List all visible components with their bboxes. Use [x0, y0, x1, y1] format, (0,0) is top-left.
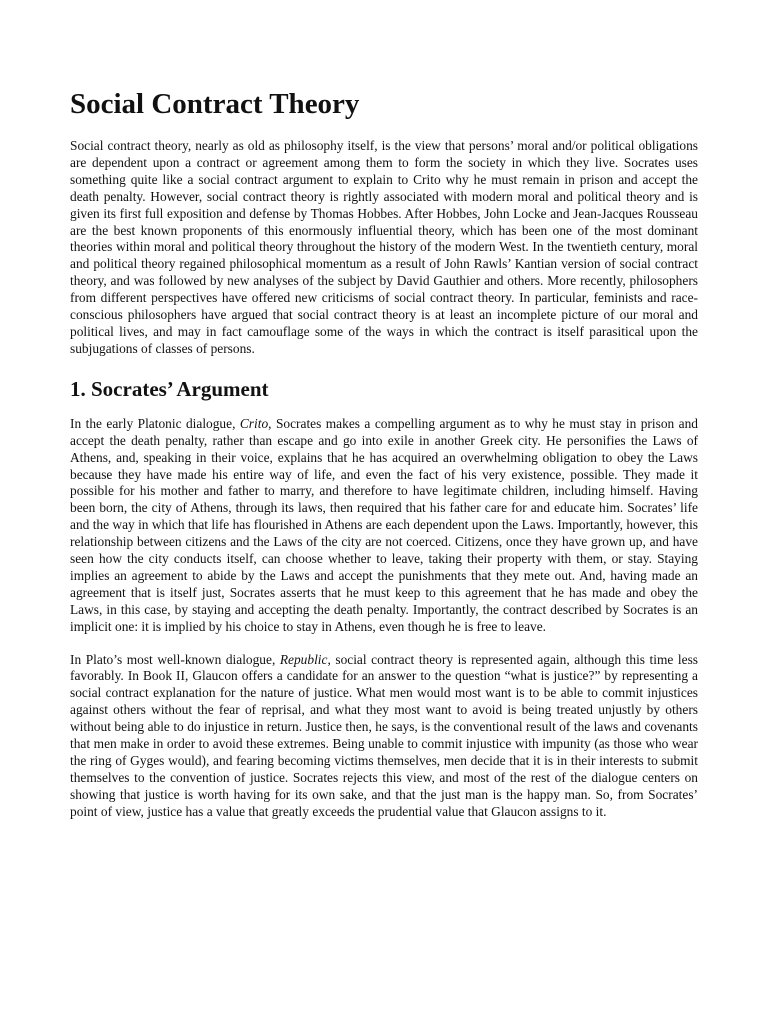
section-paragraph-2: [70, 652, 698, 821]
intro-paragraph: Social contract theory, nearly as old as philosophy itself, is the view that persons’ moral and/or political obligations are dependent upon a contract or agreement among them to form the society in which they live. Socrates uses something quite like a social contract argument to explain to Crito why he must remain in prison and accept the death penalty. However, social contract theory is rightly associated with modern moral and political theory and is given its first full exposition and defense by Thomas Hobbes. After Hobbes, John Locke and Jean-Jacques Rousseau are the best known proponents of this enormously influential theory, which has been one of the most dominant theories within moral and political theory throughout the history of the modern West. In the twentieth century, moral and political theory regained philosophical momentum as a result of John Rawls’ Kantian version of social contract theory, and was followed by new analyses of the subject by David Gauthier and others. More recently, philosophers from different perspectives have offered new criticisms of social contract theory. In particular, feminists and race-conscious philosophers have argued that social contract theory is at least an incomplete picture of our moral and political lives, and may in fact camouflage some of the ways in which the contract is itself parasitical upon the subjugations of classes of persons.: [70, 138, 698, 356]
section-heading: 1. Socrates’ Argument: [70, 376, 269, 401]
paragraph-text: , Socrates makes a compelling argument as to why he must stay in prison and accept the death penalty, rather than escape and go into exile in another Greek city. He personifies the Laws of Athens, and, speaking in their voice, explains that he has acquired an overwhelming obligation to obey the Laws because they have made his entire way of life, and even the fact of his very existence, possible. They made it possible for his mother and father to marry, and therefore to have legitimate children, including himself. Having been born, the city of Athens, through its laws, then required that his father care for and educate him. Socrates’ life and the way in which that life has flourished in Athens are each dependent upon the Laws. Importantly, however, this relationship between citizens and the Laws of the city are not coerced. Citizens, once they have grown up, and have seen how the city conducts itself, can choose whether to leave, taking their property with them, or stay. Staying implies an agreement to abide by the Laws and accept the punishments that they mete out. And, having made an agreement that is itself just, Socrates asserts that he must keep to this agreement that he has made and obey the Laws, in this case, by staying and accepting the death penalty. Importantly, the contract described by Socrates is an implicit one: it is implied by his choice to stay in Athens, even though he is free to leave.: [70, 415, 698, 634]
paragraph-text: In the early Platonic dialogue,: [70, 415, 240, 431]
section-paragraph-1: [70, 416, 698, 636]
paragraph-text: In Plato’s most well-known dialogue,: [70, 651, 280, 667]
italic-title-republic: Republic: [279, 651, 328, 667]
document-page: [70, 86, 698, 837]
page-title: Social Contract Theory: [70, 88, 360, 120]
paragraph-text: , social contract theory is represented again, although this time less favorably. In Book II, Glaucon offers a candidate for an answer to the question “what is justice?” by representing a social contract explanation for the nature of justice. What men would most want is to be able to commit injustices against others without the fear of reprisal, and what they most want to avoid is being treated unjustly by others without being able to do injustice in return. Justice then, he says, is the conventional result of the laws and covenants that men make in order to avoid these extremes. Being unable to commit injustice with impunity (as those who wear the ring of Gyges would), and fearing becoming victims themselves, men decide that it is in their interests to submit themselves to the convention of justice. Socrates rejects this view, and most of the rest of the dialogue centers on showing that justice is worth having for its own sake, and that the just man is the happy man. So, from Socrates’ point of view, justice has a value that greatly exceeds the prudential value that Glaucon assigns to it.: [70, 651, 698, 819]
italic-title-crito: Crito: [239, 415, 269, 431]
